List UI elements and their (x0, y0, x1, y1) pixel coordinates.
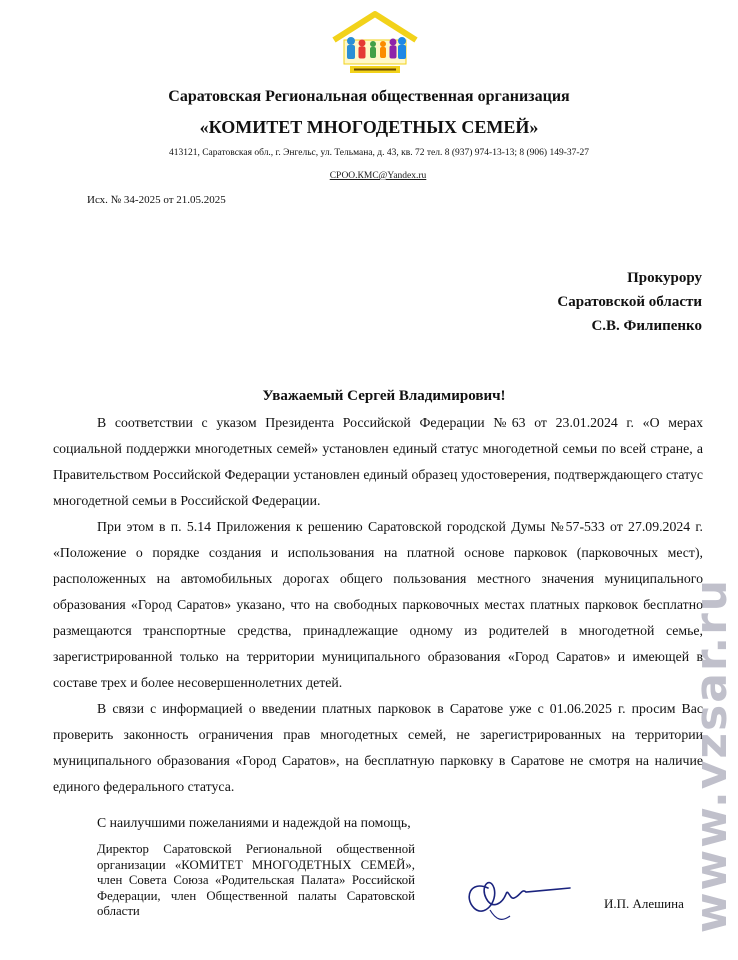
watermark-text: www.vzsar.ru (686, 577, 738, 933)
outgoing-reference: Исх. № 34-2025 от 21.05.2025 (87, 194, 226, 206)
addressee-line: С.В. Филипенко (591, 318, 702, 334)
letter-body (53, 410, 703, 800)
signer-name: И.П. Алешина (604, 896, 684, 911)
addressee-line: Прокурору (627, 270, 702, 286)
body-paragraph: При этом в п. 5.14 Приложения к решению Саратовской городской Думы №57-533 от 27.09.2024 г. «Положение о порядке создания и использования на платной основе парковок (парковочных мест), расположенных на автомобильных дорогах общего пользования местного значения муниципального образования «Город Саратов» указано, что на свободных парковочных местах платных парковок бесплатно размещаются транспортные средства, принадлежащие одному из родителей в многодетной семье, зарегистрированной только на территории муниципального образования «Город Саратов» и имеющей в составе трех и более несовершеннолетних детей. (53, 519, 703, 690)
letter-greeting: Уважаемый Сергей Владимирович! (262, 388, 506, 404)
handwritten-signature (450, 858, 580, 928)
family-house-logo (330, 10, 420, 76)
organization-name: Саратовская Региональная общественная организация (168, 88, 570, 105)
letter-closing: С наилучшими пожеланиями и надеждой на помощь, (97, 815, 411, 830)
body-paragraph: В связи с информацией о введении платных парковок в Саратове уже с 01.06.2025 г. просим Вас проверить законность ограничения прав многодетных семей, не зарегистрированных на территории муниципального образования «Город Саратов», на бесплатную парковку в Саратове не смотря на наличие единого федерального статуса. (53, 701, 703, 794)
signer-title: Директор Саратовской Региональной общественной организации «КОМИТЕТ МНОГОДЕТНЫХ СЕМЕЙ», член Совета Союза «Родительская Палата» Российской Федерации, член Общественной палаты Саратовской области (97, 842, 415, 919)
site-watermark (686, 560, 738, 950)
organization-title: «КОМИТЕТ МНОГОДЕТНЫХ СЕМЕЙ» (199, 117, 539, 137)
organization-email[interactable]: СРОО.КМС@Yandex.ru (329, 171, 427, 181)
addressee-line: Саратовской области (557, 294, 702, 310)
body-paragraph: В соответствии с указом Президента Российской Федерации №63 от 23.01.2024 г. «О мерах социальной поддержки многодетных семей» установлен единый статус многодетной семьи по всей стране, а Правительством Российской Федерации установлен единый образец удостоверения, подтверждающего статус многодетной семьи в Российской Федерации. (53, 415, 703, 508)
organization-address: 413121, Саратовская обл., г. Энгельс, ул. Тельмана, д. 43, кв. 72 тел. 8 (937) 974-13-13; 8 (906) 149-37-27 (168, 148, 590, 158)
addressee-block (557, 266, 702, 338)
